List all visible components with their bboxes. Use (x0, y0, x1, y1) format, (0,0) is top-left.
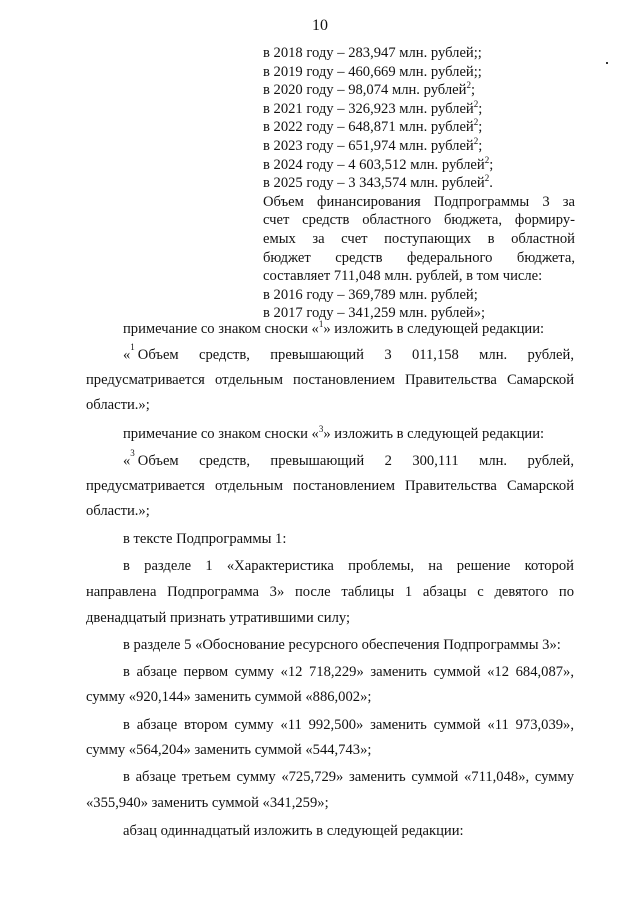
year-line: в 2017 году – 341,259 млн. рублей»; (263, 305, 486, 322)
note1-intro: примечание со знаком сноски «$^1$» изложить в следующей редакции: (123, 319, 545, 337)
year-line: в 2018 году – 283,947 млн. рублей;; (263, 45, 482, 61)
paragraph3-line: в абзаце третьем сумму «725,729» заменить суммой «711,048», сумму (123, 769, 574, 785)
note3-intro: примечание со знаком сноски «$^3$» изложить в следующей редакции: (123, 424, 545, 442)
year-line: в 2024 году – 4 603,512 млн. рублей$^2$; (263, 154, 494, 173)
paragraph3-line: «355,940» заменить суммой «341,259»; (86, 795, 329, 811)
paragraph2-line: сумму «564,204» заменить суммой «544,743»; (86, 742, 372, 758)
text-intro: в тексте Подпрограммы 1: (123, 531, 287, 547)
page-number: 10 (312, 17, 328, 34)
year-line: в 2016 году – 369,789 млн. рублей; (263, 286, 478, 303)
note1-line: « 1 Объем средств, превышающий 3 011,158 млн. рублей, (123, 342, 574, 363)
funding-column (263, 44, 575, 323)
section1-line: двенадцатый признать утратившими силу; (86, 610, 351, 626)
paragraph11-intro: абзац одиннадцатый изложить в следующей редакции: (123, 823, 464, 839)
note3-line: « 3 Объем средств, превышающий 2 300,111 млн. рублей, (123, 448, 574, 469)
note3-line: области.»; (86, 503, 150, 519)
year-line: в 2021 году – 326,923 млн. рублей$^2$; (263, 98, 483, 117)
year-line: в 2020 году – 98,074 млн. рублей$^2$; (263, 80, 475, 99)
section5-intro: в разделе 5 «Обоснование ресурсного обеспечения Подпрограммы 3»: (123, 637, 561, 653)
year-line: в 2025 году – 3 343,574 млн. рублей$^2$. (263, 173, 493, 192)
paragraph1-line: в абзаце первом сумму «12 718,229» заменить суммой «12 684,087», (123, 664, 574, 680)
year-line: в 2022 году – 648,871 млн. рублей$^2$; (263, 117, 483, 136)
funding-para-line: емых за счет поступающих в областной (263, 230, 575, 247)
note1-line: области.»; (86, 397, 150, 413)
section1-line: в разделе 1 «Характеристика проблемы, на решение которой (123, 558, 574, 574)
margin-mark (606, 62, 608, 64)
year-line: в 2023 году – 651,974 млн. рублей$^2$; (263, 136, 483, 154)
note1-line: предусматривается отдельным постановлением Правительства Самарской (86, 372, 574, 388)
funding-para-line: бюджет средств федерального бюджета, (263, 249, 575, 266)
funding-para-line: составляет 711,048 млн. рублей, в том числе: (263, 268, 543, 285)
note3-line: предусматривается отдельным постановлением Правительства Самарской (86, 478, 574, 494)
funding-para-line: счет средств областного бюджета, формиру- (263, 212, 575, 229)
section1-line: направлена Подпрограмма 3» после таблицы 1 абзацы с девятого по (86, 584, 574, 600)
funding-para-line: Объем финансирования Подпрограммы 3 за (263, 193, 575, 210)
paragraph1-line: сумму «920,144» заменить суммой «886,002»; (86, 689, 372, 705)
year-line: в 2019 году – 460,669 млн. рублей;; (263, 63, 482, 80)
paragraph2-line: в абзаце втором сумму «11 992,500» заменить суммой «11 973,039», (123, 717, 574, 733)
